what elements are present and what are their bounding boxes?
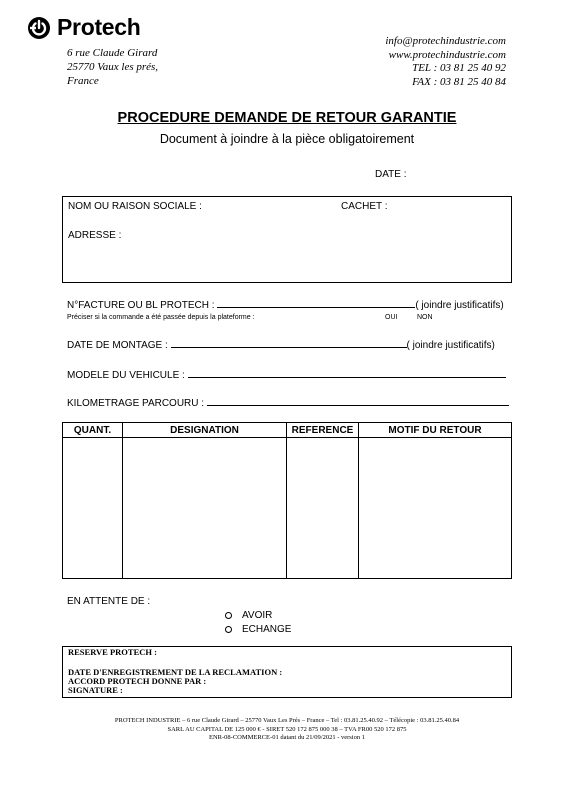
option-no[interactable]: NON [417, 314, 433, 321]
power-logo-icon [27, 16, 51, 40]
install-date-field[interactable] [67, 338, 495, 351]
designation-cell[interactable] [123, 438, 287, 579]
table-header-row [63, 423, 512, 438]
option-credit-label: AVOIR [242, 610, 273, 621]
install-date-suffix: ( joindre justificatifs) [406, 340, 495, 351]
mileage-field[interactable] [67, 396, 509, 409]
quantity-cell[interactable] [63, 438, 123, 579]
mileage-line[interactable] [207, 396, 509, 406]
install-date-line[interactable] [171, 338, 407, 348]
address-label: ADRESSE : [68, 230, 122, 241]
address-line: 6 rue Claude Girard [67, 47, 158, 59]
invoice-label: N°FACTURE OU BL PROTECH : [67, 300, 215, 311]
email-link[interactable]: info@protechindustrie.com [385, 35, 506, 47]
radio-circle-icon[interactable] [225, 626, 232, 633]
table-row[interactable] [63, 438, 512, 579]
invoice-suffix: ( joindre justificatifs) [415, 300, 504, 311]
company-address [67, 46, 158, 88]
invoice-field[interactable] [67, 298, 504, 311]
footer-line: SARL AU CAPITAL DE 125 000 € - SIRET 520 172 875 000 38 – TVA FR00 520 172 875 [167, 725, 407, 733]
column-header-designation: DESIGNATION [123, 423, 287, 438]
address-line: 25770 Vaux les prés, [67, 61, 159, 73]
column-header-reason: MOTIF DU RETOUR [359, 423, 512, 438]
signature-label: SIGNATURE : [68, 685, 123, 695]
install-date-label: DATE DE MONTAGE : [67, 340, 168, 351]
reference-cell[interactable] [287, 438, 359, 579]
document-title: PROCEDURE DEMANDE DE RETOUR GARANTIE [117, 110, 457, 126]
document-subtitle: Document à joindre à la pièce obligatoirement [159, 132, 415, 146]
pending-label: EN ATTENTE DE : [67, 596, 151, 607]
address-line: France [67, 75, 99, 87]
website-link[interactable]: www.protechindustrie.com [388, 48, 506, 61]
stamp-label: CACHET : [341, 201, 388, 212]
footer-line: PROTECH INDUSTRIE – 6 rue Claude Girard – 25770 Vaux Les Prés – France – Tel : 03.81.25.40.92 – Télécopie : 03.81.25.40.84 [114, 717, 460, 724]
return-items-table [62, 422, 512, 579]
platform-note: Préciser si la commande a été passée depuis la plateforme : [67, 314, 255, 321]
reserve-title: RESERVE PROTECH : [68, 647, 157, 657]
radio-circle-icon[interactable] [225, 612, 232, 619]
company-logo [27, 14, 141, 41]
vehicle-line[interactable] [188, 368, 506, 378]
vehicle-field[interactable] [67, 368, 506, 381]
agreement-label: ACCORD PROTECH DONNE PAR : [68, 676, 207, 686]
reason-cell[interactable] [359, 438, 512, 579]
mileage-label: KILOMETRAGE PARCOURU : [67, 398, 205, 409]
client-info-box [62, 196, 512, 283]
footer-line: ENR-08-COMMERCE-01 datant du 21/09/2021 - version 1 [209, 734, 365, 741]
option-exchange-label: ECHANGE [242, 624, 292, 635]
page-footer [0, 717, 574, 743]
option-credit[interactable] [225, 610, 272, 621]
column-header-quantity: QUANT. [63, 423, 123, 438]
fax-number: FAX : 03 81 25 40 84 [412, 75, 506, 88]
phone-number: TEL : 03 81 25 40 92 [412, 62, 506, 74]
option-exchange[interactable] [225, 624, 291, 635]
option-yes[interactable]: OUI [385, 314, 398, 321]
column-header-reference: REFERENCE [287, 423, 359, 438]
company-name: Protech [57, 14, 141, 40]
company-contact [385, 35, 506, 89]
company-name-label: NOM OU RAISON SOCIALE : [68, 201, 202, 212]
registration-date-label: DATE D'ENREGISTREMENT DE LA RECLAMATION : [68, 667, 283, 677]
vehicle-label: MODELE DU VEHICULE : [67, 370, 185, 381]
reserve-box [62, 646, 512, 698]
invoice-line[interactable] [217, 298, 415, 308]
date-label: DATE : [375, 169, 407, 180]
